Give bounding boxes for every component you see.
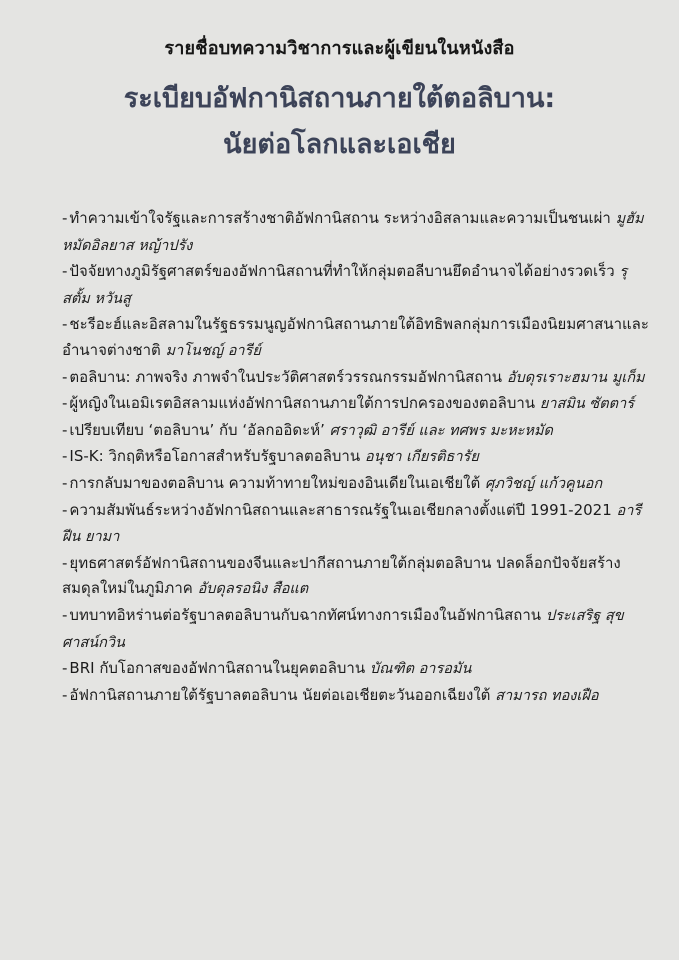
bullet-dash: - bbox=[62, 500, 68, 519]
list-item bbox=[62, 206, 652, 259]
bullet-dash: - bbox=[62, 315, 68, 334]
article-title: IS-K: วิกฤติหรือโอกาสสำหรับรัฐบาลตอลิบาน bbox=[69, 447, 361, 466]
list-item bbox=[62, 312, 652, 364]
list-item bbox=[62, 603, 652, 656]
article-author: สามารถ ทองเฝือ bbox=[495, 687, 599, 704]
article-author: ศุภวิชญ์ แก้วคูนอก bbox=[485, 475, 603, 492]
bullet-dash: - bbox=[62, 209, 68, 227]
list-item bbox=[62, 391, 652, 418]
list-item bbox=[62, 498, 652, 551]
bullet-dash: - bbox=[62, 685, 68, 704]
bullet-dash: - bbox=[62, 262, 68, 281]
article-author: มูฮัมหมัดอิลยาส หญ้าปรัง bbox=[62, 211, 644, 254]
article-title: BRI กับโอกาสของอัฟกานิสถานในยุคตอลิบาน bbox=[69, 659, 366, 678]
article-title: บทบาทอิหร่านต่อรัฐบาลตอลิบานกับฉากทัศน์ทางการเมืองในอัฟกานิสถาน bbox=[69, 605, 542, 624]
article-author: อนุชา เกียรติธารัย bbox=[364, 449, 479, 466]
bullet-dash: - bbox=[62, 553, 68, 572]
article-title: ทำความเข้าใจรัฐและการสร้างชาติอัฟกานิสถาน ระหว่างอิสลามและความเป็นชนเผ่า bbox=[69, 209, 611, 227]
bullet-dash: - bbox=[62, 659, 68, 678]
article-title: ปัจจัยทางภูมิรัฐศาสตร์ของอัฟกานิสถานที่ทำให้กลุ่มตอลีบานยึดอำนาจได้อย่างรวดเร็ว bbox=[69, 262, 615, 281]
article-author: อารีฝีน ยามา bbox=[62, 502, 642, 546]
list-item bbox=[62, 656, 652, 683]
list-item bbox=[62, 551, 652, 603]
article-author: อับดุรเราะฮมาน มูเก็ม bbox=[506, 369, 645, 386]
list-item bbox=[62, 418, 652, 445]
article-author: มาโนชญ์ อารีย์ bbox=[165, 342, 261, 359]
book-title-line-2: นัยต่อโลกและเอเชีย bbox=[223, 129, 456, 160]
document-subtitle: รายชื่อบทความวิชาการและผู้เขียนในหนังสือ bbox=[164, 38, 515, 59]
article-author: บัณฑิต อารอมัน bbox=[369, 661, 472, 678]
bullet-dash: - bbox=[62, 367, 68, 386]
article-author: ประเสริฐ สุขศาสน์กวิน bbox=[62, 607, 624, 651]
list-item bbox=[62, 365, 652, 392]
article-title: การกลับมาของตอลิบาน ความท้าทายใหม่ของอินเดียในเอเชียใต้ bbox=[69, 473, 481, 492]
article-list bbox=[62, 206, 652, 709]
article-author: รุสตั้ม หวันสู bbox=[62, 264, 628, 307]
article-title: ชะรีอะฮ์และอิสลามในรัฐธรรมนูญอัฟกานิสถานภายใต้อิทธิพลกลุ่มการเมืองนิยมศาสนาและอำนาจต่างชาติ bbox=[62, 315, 649, 359]
list-item bbox=[62, 444, 652, 471]
bullet-dash: - bbox=[62, 394, 68, 413]
article-title: ยุทธศาสตร์อัฟกานิสถานของจีนและปากีสถานภายใต้กลุ่มตอลิบาน ปลดล็อกปัจจัยสร้างสมดุลใหม่ในภูมิภาค bbox=[62, 553, 621, 598]
article-author: ยาสมิน ซัตตาร์ bbox=[539, 396, 635, 413]
book-title bbox=[0, 76, 679, 168]
article-title: ตอลิบาน: ภาพจริง ภาพจำในประวัติศาสตร์วรรณกรรมอัฟกานิสถาน bbox=[69, 367, 503, 386]
article-title: ผู้หญิงในเอมิเรตอิสลามแห่งอัฟกานิสถานภายใต้การปกครองของตอลิบาน bbox=[69, 394, 536, 413]
bullet-dash: - bbox=[62, 420, 68, 439]
header bbox=[0, 36, 679, 168]
article-title: อัฟกานิสถานภายใต้รัฐบาลตอลิบาน นัยต่อเอเชียตะวันออกเฉียงใต้ bbox=[69, 685, 491, 704]
list-item bbox=[62, 471, 652, 498]
article-author: อับดุลรอนิง สือแต bbox=[197, 581, 309, 598]
article-title: เปรียบเทียบ ‘ตอลิบาน’ กับ ‘อัลกออิดะห์’ bbox=[69, 420, 325, 439]
bullet-dash: - bbox=[62, 473, 68, 492]
bullet-dash: - bbox=[62, 447, 68, 466]
list-item bbox=[62, 683, 652, 710]
article-title: ความสัมพันธ์ระหว่างอัฟกานิสถานและสาธารณรัฐในเอเชียกลางตั้งแต่ปี 1991-2021 bbox=[69, 500, 612, 519]
bullet-dash: - bbox=[62, 605, 68, 624]
article-author: ศราวุฒิ อารีย์ และ ทศพร มะหะหมัด bbox=[329, 422, 553, 439]
book-title-line-1: ระเบียบอัฟกานิสถานภายใต้ตอลิบาน: bbox=[123, 83, 556, 114]
list-item bbox=[62, 259, 652, 312]
